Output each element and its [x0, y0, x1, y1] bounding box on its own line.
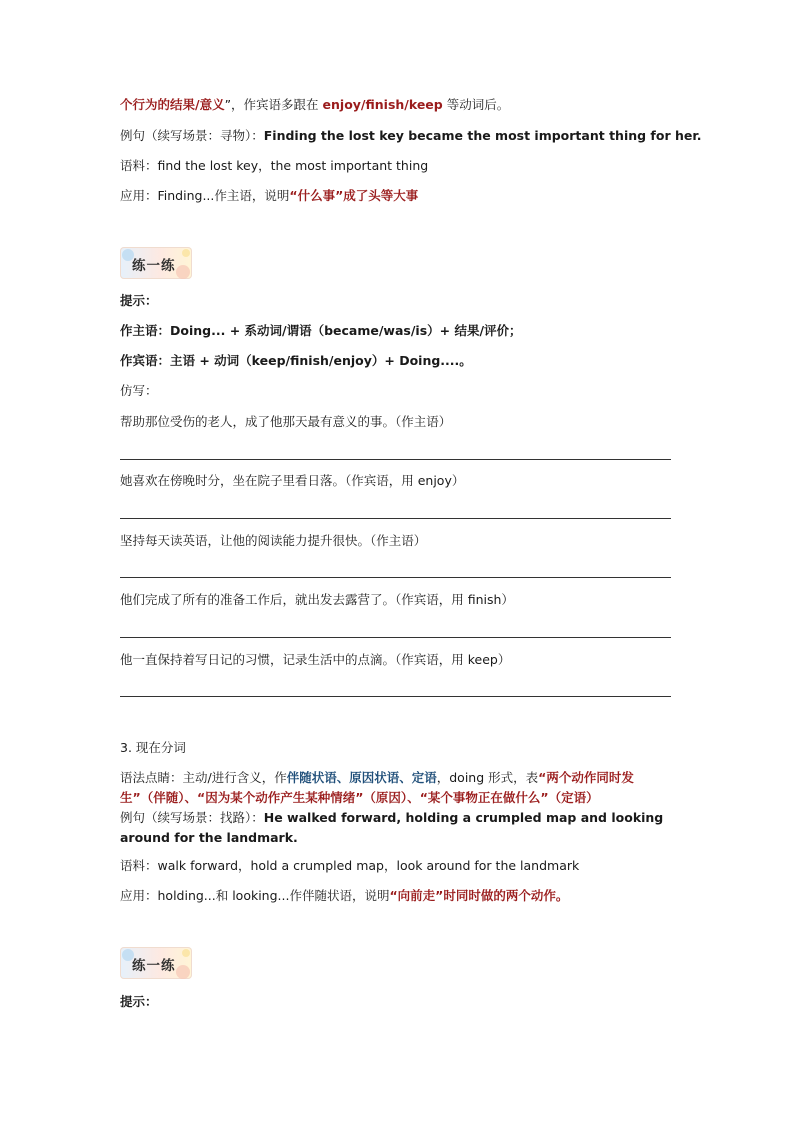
example-sentence [120, 126, 701, 146]
exercise-item: 她喜欢在傍晚时分，坐在院子里看日落。（作宾语，用 enjoy） [120, 473, 465, 488]
application-line [120, 186, 418, 206]
application-line-2 [120, 886, 568, 906]
application-highlight: “什么事”成了头等大事 [289, 188, 419, 203]
hint-label: 提示： [120, 293, 158, 308]
answer-line[interactable] [120, 459, 671, 460]
example-text: Finding the lost key became the most important thing for her. [263, 128, 702, 143]
hint-object: 作宾语：主语 + 动词（keep/finish/enjoy）+ Doing....。 [120, 353, 472, 368]
grammar-point [120, 768, 676, 808]
material-line [120, 156, 428, 176]
application-label: 应用：holding...和 looking...作伴随状语，说明 [120, 888, 390, 903]
answer-line[interactable] [120, 577, 671, 578]
example-sentence-2 [120, 808, 676, 848]
decoration-dot-icon [176, 265, 190, 279]
exercise-item: 坚持每天读英语，让他的阅读能力提升很快。（作主语） [120, 533, 427, 548]
application-highlight: “向前走”时同时做的两个动作。 [389, 888, 569, 903]
hint-label-2: 提示： [120, 994, 158, 1009]
decoration-dot-icon [182, 949, 190, 957]
example-text: He walked forward, holding a crumpled map and looking around for the landmark. [120, 810, 664, 845]
answer-line[interactable] [120, 518, 671, 519]
exercise-item: 帮助那位受伤的老人，成了他那天最有意义的事。（作主语） [120, 414, 452, 429]
imitate-label: 仿写： [120, 383, 158, 398]
example-label: 例句（续写场景：找路）： [120, 810, 264, 825]
example-label: 例句（续写场景：寻物）： [120, 128, 264, 143]
point-functions: 伴随状语、原因状语、定语 [286, 770, 437, 785]
decoration-dot-icon [182, 249, 190, 257]
point-accompany-tag: （伴随）、 [140, 790, 197, 805]
result-meaning-text: 个行为的结果/意义 [120, 97, 225, 112]
practice-badge [120, 947, 192, 979]
verbs-highlight: enjoy/finish/keep [322, 97, 443, 112]
object-usage-text: ”，作宾语多跟在 [224, 97, 323, 112]
verbs-suffix: 等动词后。 [442, 97, 510, 112]
point-attributive-tag: （定语） [548, 790, 599, 805]
application-label: 应用：Finding...作主语，说明 [120, 188, 290, 203]
point-reason: “因为某个动作产生某种情绪” [196, 790, 364, 805]
material-line-2 [120, 856, 579, 876]
point-accompany: “两个动作同时发生” [120, 770, 634, 805]
point-form: ，doing 形式，表 [436, 770, 539, 785]
intro-line [120, 95, 509, 115]
material-text: walk forward，hold a crumpled map，look around for the landmark [157, 858, 580, 873]
answer-line[interactable] [120, 637, 671, 638]
hint-subject: 作主语：Doing... + 系动词/谓语（became/was/is）+ 结果/评价； [120, 323, 522, 338]
material-text: find the lost key，the most important thing [157, 158, 429, 173]
decoration-dot-icon [176, 965, 190, 979]
material-label: 语料： [120, 858, 158, 873]
point-label: 语法点睛：主动/进行含义，作 [120, 770, 287, 785]
exercise-item: 他们完成了所有的准备工作后，就出发去露营了。（作宾语，用 finish） [120, 592, 514, 607]
point-reason-tag: （原因）、 [363, 790, 420, 805]
answer-line[interactable] [120, 696, 671, 697]
exercise-item: 他一直保持着写日记的习惯，记录生活中的点滴。（作宾语，用 keep） [120, 652, 511, 667]
point-attributive: “某个事物正在做什么” [419, 790, 549, 805]
practice-badge-label: 练一练 [132, 958, 176, 974]
material-label: 语料： [120, 158, 158, 173]
practice-badge [120, 247, 192, 279]
practice-badge-label: 练一练 [132, 258, 176, 274]
section-heading: 3. 现在分词 [120, 740, 186, 755]
